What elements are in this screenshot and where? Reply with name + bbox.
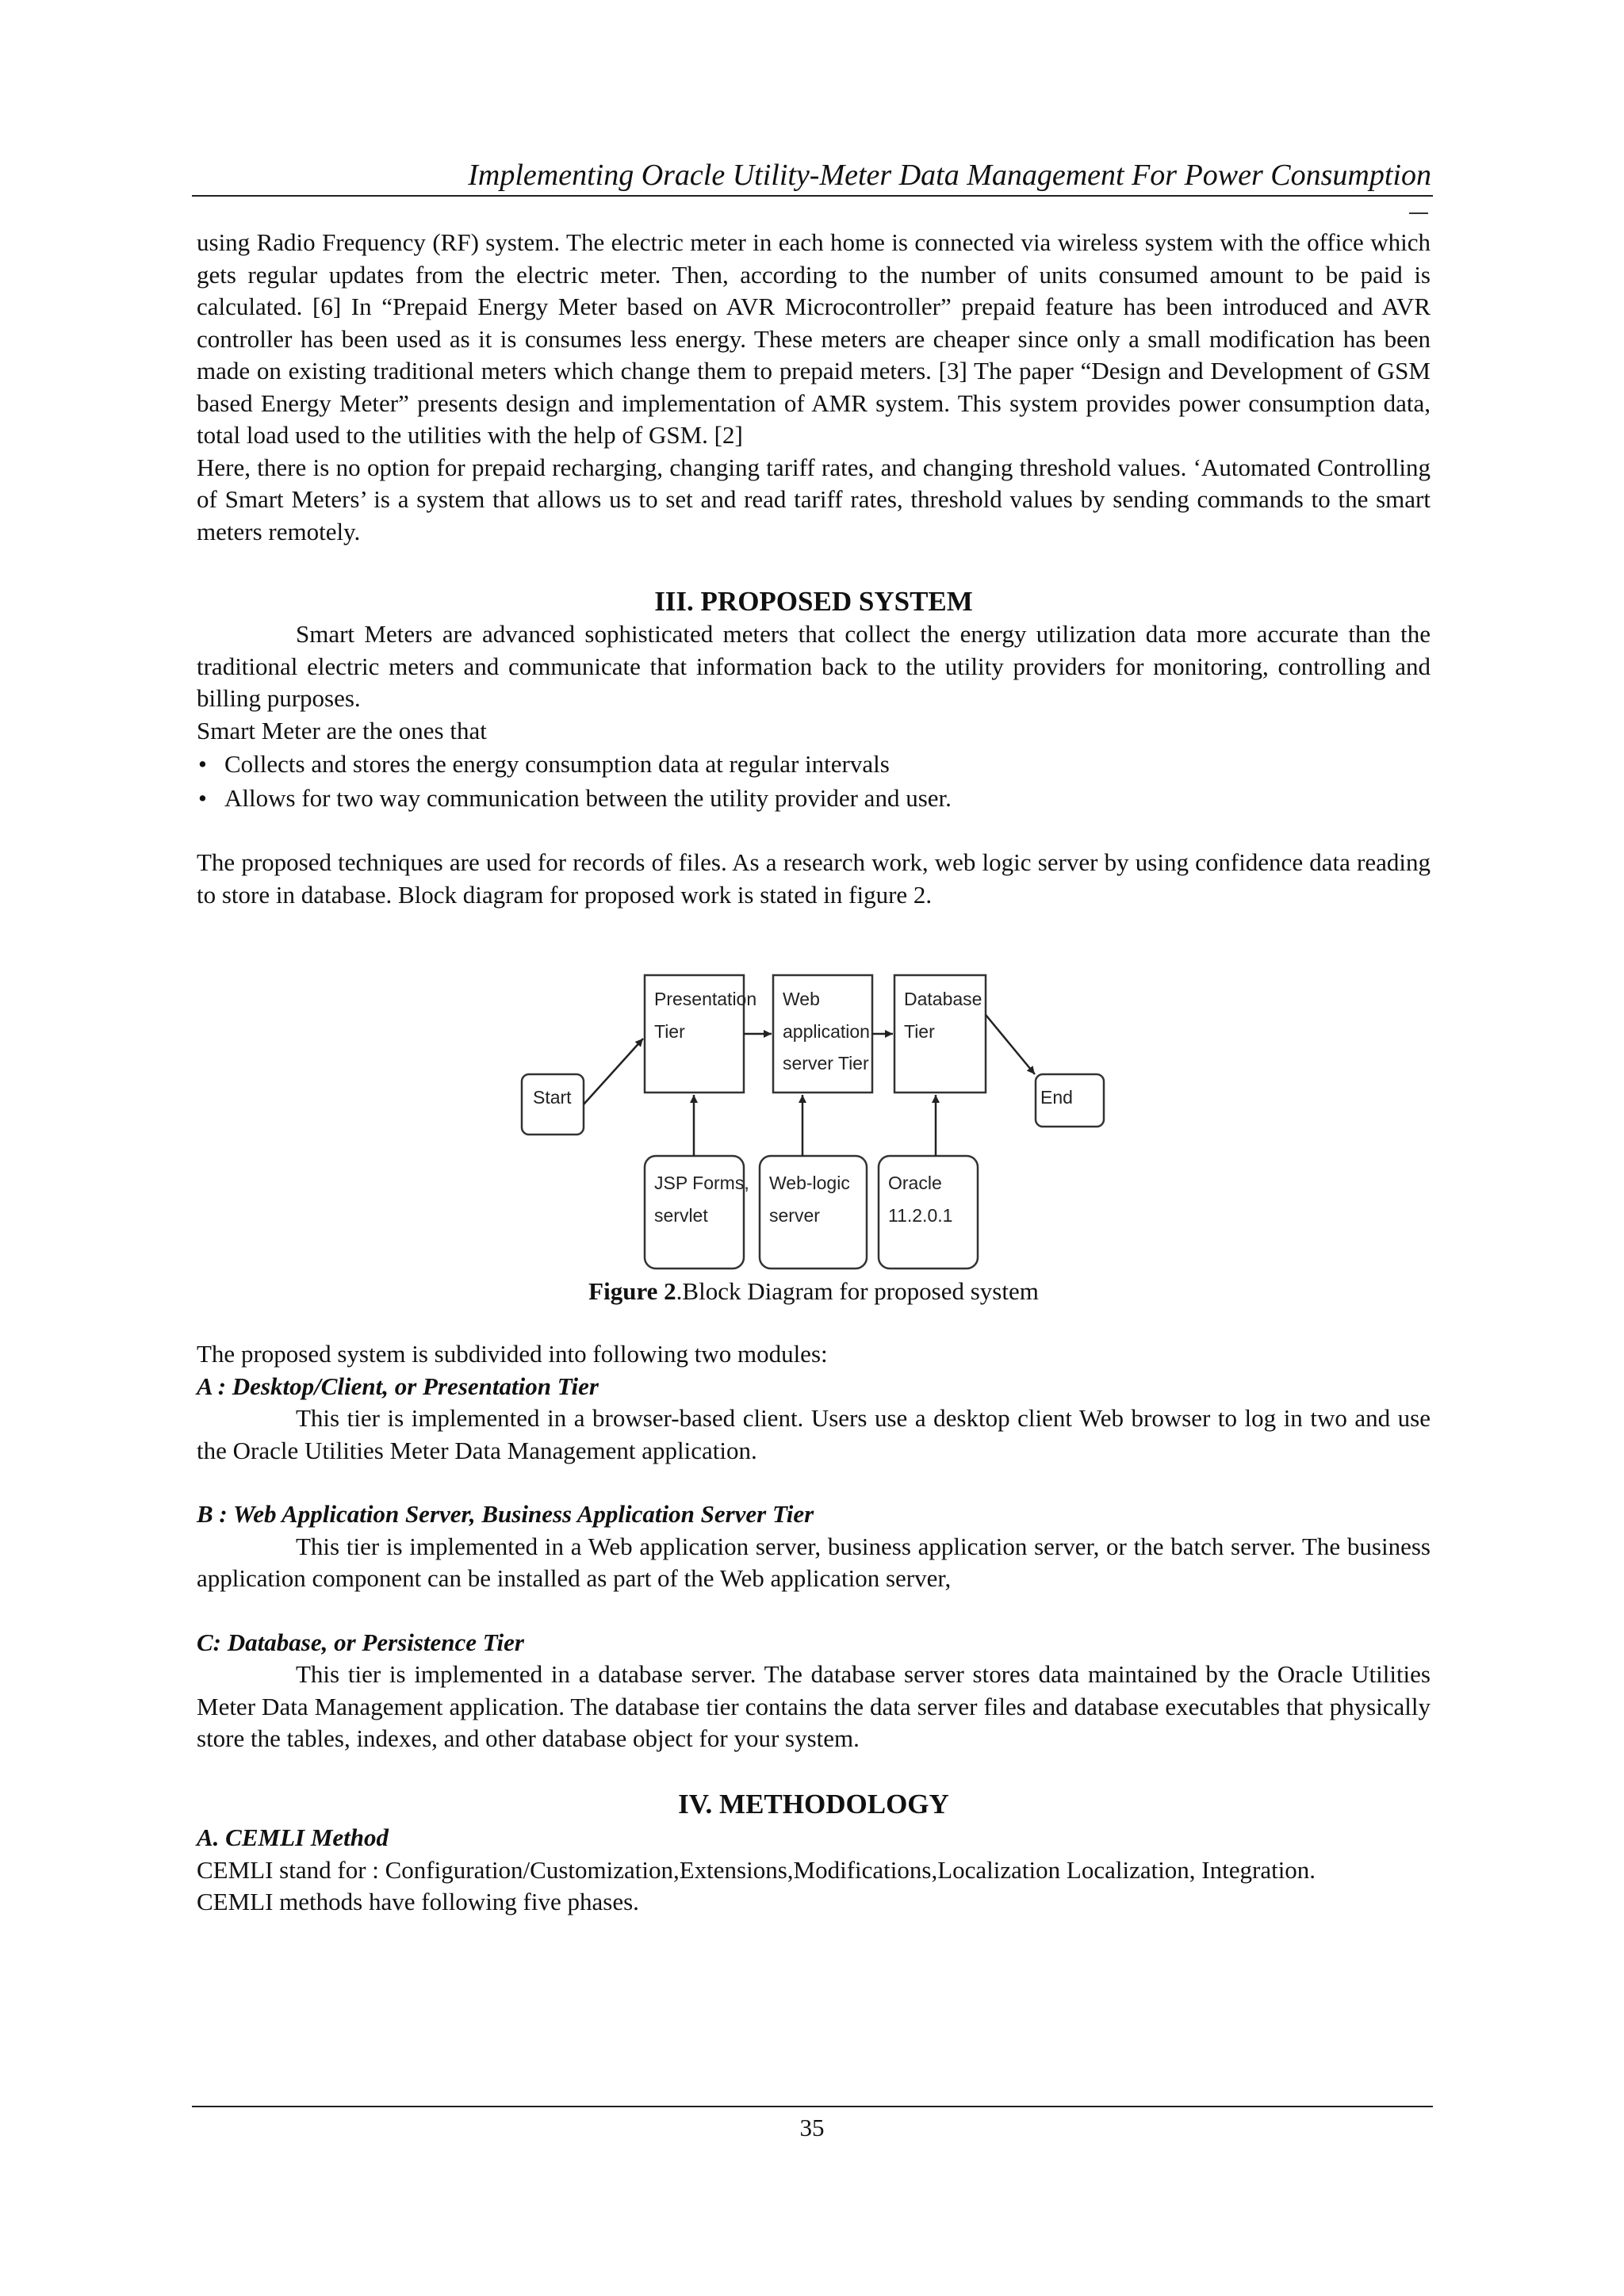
module-b-text: This tier is implemented in a Web application server, business application server, or the batch server. The business application component can be installed as part of the Web application server, <box>197 1532 1431 1592</box>
section-3-heading: III. PROPOSED SYSTEM <box>654 586 973 617</box>
oracle-label-1: Oracle <box>888 1173 942 1193</box>
start-label: Start <box>533 1087 572 1108</box>
intro-paragraph-2: Here, there is no option for prepaid recharging, changing tariff rates, and changing threshold values. ‘Automated Controlling of Smart Meters’ is a system that allows us to set and read tariff rates, threshold values by sending commands to the smart meters remotely. <box>197 453 1431 545</box>
figure-caption <box>197 1276 1431 1307</box>
cemli-subheading: A. CEMLI Method <box>197 1823 389 1851</box>
proposed-paragraph-1: Smart Meters are advanced sophisticated meters that collect the energy utilization data more accurate than the traditional electric meters and communicate that information back to the utility providers for monitoring, controlling and billing purposes. <box>197 620 1431 712</box>
cemli-paragraph-2: CEMLI methods have following five phases. <box>197 1888 639 1915</box>
end-label: End <box>1040 1087 1073 1108</box>
proposed-paragraph-3-block <box>197 847 1431 911</box>
module-b-title: B : Web Application Server, Business Application Server Tier <box>197 1500 814 1528</box>
web-tier-label-3: server Tier <box>783 1053 869 1073</box>
database-tier-label-2: Tier <box>904 1021 935 1042</box>
modules-block <box>197 1338 1431 1755</box>
figure-caption-label: Figure 2 <box>588 1277 676 1305</box>
oracle-label-2: 11.2.0.1 <box>888 1205 953 1226</box>
modules-intro: The proposed system is subdivided into following two modules: <box>197 1340 828 1368</box>
spacer <box>197 1467 1431 1498</box>
figure-caption-text: .Block Diagram for proposed system <box>676 1277 1039 1305</box>
module-a-title: A : Desktop/Client, or Presentation Tier <box>197 1372 599 1400</box>
web-logic-label-1: Web-logic <box>769 1173 850 1193</box>
spacer <box>197 1595 1431 1627</box>
presentation-tier-label-1: Presentation <box>654 989 757 1009</box>
feature-list <box>197 747 1431 815</box>
header-rule <box>192 195 1433 197</box>
intro-paragraph-1: using Radio Frequency (RF) system. The electric meter in each home is connected via wireless system with the office which gets regular updates from the electric meter. Then, according to the number of units consumed amount to be paid is calculated. [6] In “Prepaid Energy Meter based on AVR Microcontroller” prepaid feature has been introduced and AVR controller has been used as it is consumes less energy. These meters are cheaper since only a small modification has been made on existing traditional meters which change them to prepaid meters. [3] The paper “Design and Development of GSM based Energy Meter” presents design and implementation of AMR system. This system provides power consumption data, total load used to the utilities with the help of GSM. [2] <box>197 228 1431 449</box>
arrow-database-to-end <box>986 1015 1035 1074</box>
stray-dash <box>1409 212 1428 214</box>
module-c-title: C: Database, or Persistence Tier <box>197 1628 524 1656</box>
web-logic-label-2: server <box>769 1205 820 1226</box>
cemli-paragraph-1: CEMLI stand for : Configuration/Customization,Extensions,Modifications,Localization Localization, Integration. <box>197 1855 1316 1884</box>
module-a-text: This tier is implemented in a browser-based client. Users use a desktop client Web browser to log in two and use the Oracle Utilities Meter Data Management application. <box>197 1404 1431 1464</box>
proposed-paragraph-2: Smart Meter are the ones that <box>197 716 487 744</box>
intro-block <box>197 227 1431 548</box>
list-item: • Collects and stores the energy consumption data at regular intervals <box>197 747 1431 781</box>
module-c-text: This tier is implemented in a database server. The database server stores data maintained by the Oracle Utilities Meter Data Management application. The database tier contains the data server files and database executables that physically store the tables, indexes, and other database object for your system. <box>197 1660 1431 1752</box>
section-4-heading: IV. METHODOLOGY <box>678 1789 949 1820</box>
section-3-body <box>197 618 1431 815</box>
section-4-body <box>197 1822 1431 1919</box>
jsp-forms-label-1: JSP Forms, <box>654 1173 749 1193</box>
presentation-tier-label-2: Tier <box>654 1021 685 1042</box>
page-number: 35 <box>799 2114 825 2141</box>
web-tier-label-1: Web <box>783 989 820 1009</box>
running-header: Implementing Oracle Utility-Meter Data Management For Power Consumption <box>468 159 1431 192</box>
arrow-start-to-presentation <box>584 1039 643 1104</box>
proposed-paragraph-3: The proposed techniques are used for records of files. As a research work, web logic server by using confidence data reading to store in database. Block diagram for proposed work is stated in figure 2. <box>197 848 1431 909</box>
database-tier-label-1: Database <box>904 989 982 1009</box>
footer-rule <box>192 2106 1433 2107</box>
block-diagram <box>508 959 1118 1276</box>
web-tier-label-2: application <box>783 1021 870 1042</box>
list-item: • Allows for two way communication between the utility provider and user. <box>197 781 1431 815</box>
jsp-forms-label-2: servlet <box>654 1205 708 1226</box>
